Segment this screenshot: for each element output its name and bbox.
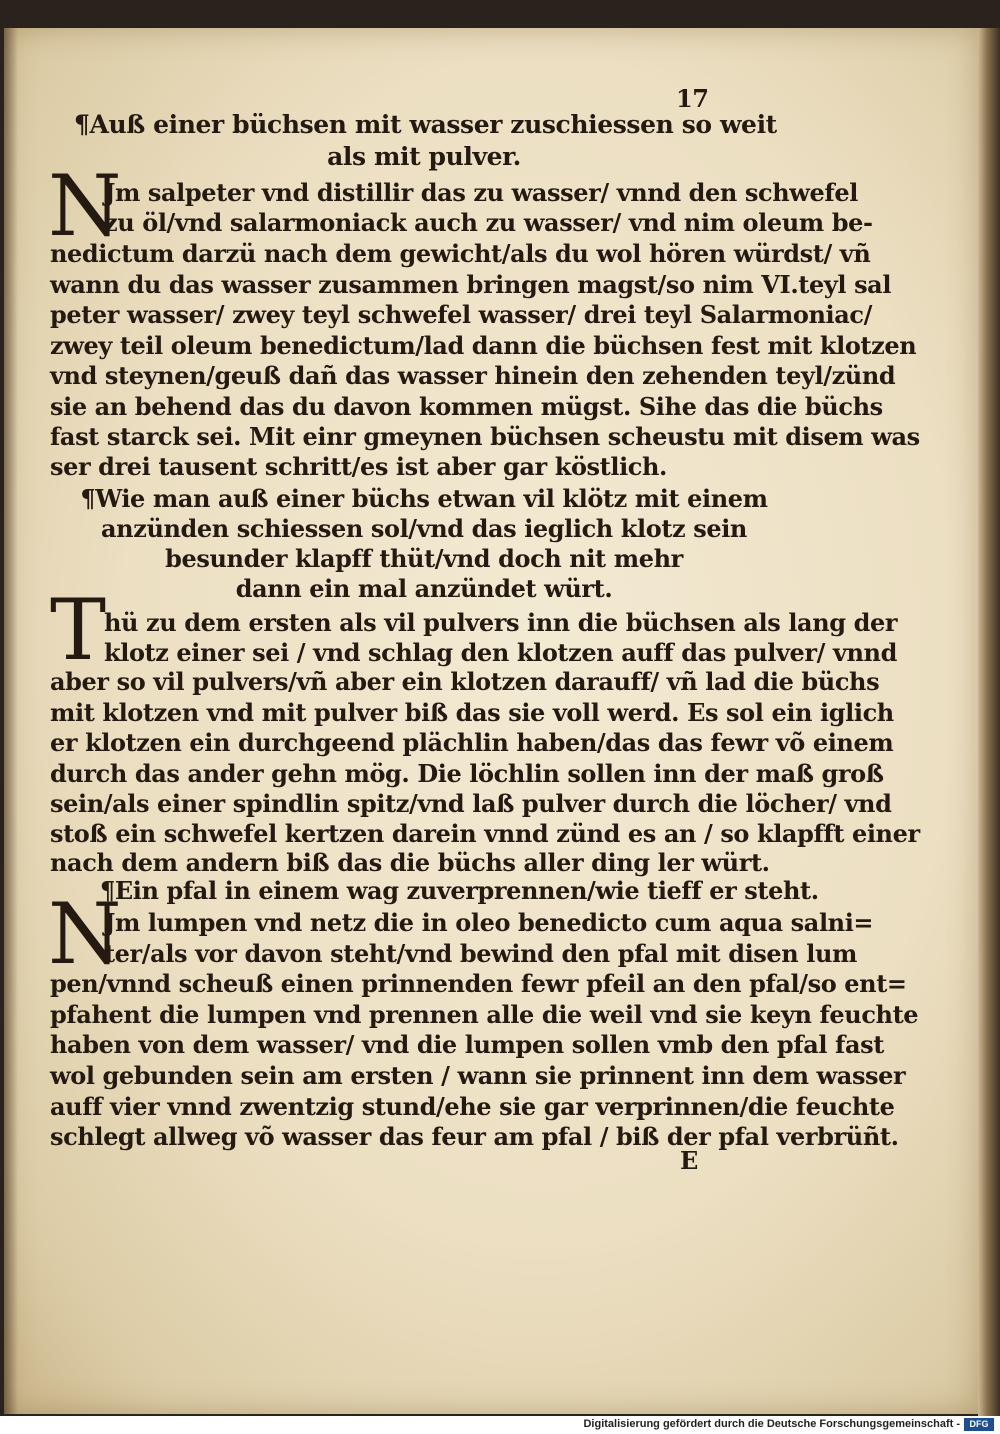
page-number: 17 [676,84,709,113]
text-line: stoß ein schwefel kertzen darein vnnd zünd es an / so klapfft einer [50,819,920,848]
catchword: E [680,1146,698,1175]
text-line: wol gebunden sein am ersten / wann sie prinnent inn dem wasser [50,1061,906,1090]
text-line: zwey teil oleum benedictum/lad dann die büchsen fest mit klotzen [50,331,917,360]
page-spine-shadow [4,28,18,1414]
section-heading-2-line-4: dann ein mal anzündet würt. [235,574,613,603]
drop-cap-initial: N [48,885,122,983]
text-line: Jm salpeter vnd distillir das zu wasser/ vnnd den schwefel [104,178,858,207]
drop-cap-initial: N [48,157,122,255]
drop-cap-initial: T [50,581,107,679]
section-heading-2-line-3: besunder klapff thüt/vnd doch nit mehr [165,544,683,573]
text-line: durch das ander gehn mög. Die löchlin sollen inn der maß groß [50,759,884,788]
text-line: hü zu dem ersten als vil pulvers inn die büchsen als lang der [104,608,898,637]
section-heading-2-line-1: ¶Wie man auß einer büchs etwan vil klötz mit einem [80,484,768,513]
text-line: schlegt allweg võ wasser das feur am pfal / biß der pfal verbrüñt. [50,1122,899,1151]
text-line: er klotzen ein durchgeend plächlin haben/das das fewr võ einem [50,728,894,757]
section-heading-1-line-1: ¶Auß einer büchsen mit wasser zuschiessen so weit [74,110,777,139]
dfg-logo: DFG [964,1418,994,1431]
text-line: peter wasser/ zwey teyl schwefel wasser/ drei teyl Salarmoniac/ [50,300,872,329]
text-line: haben von dem wasser/ vnd die lumpen sollen vmb den pfal fast [50,1030,884,1059]
text-line: zu öl/vnd salarmoniack auch zu wasser/ vnd nim oleum be- [104,208,873,237]
page-edge [978,28,1000,1416]
funding-notice: Digitalisierung gefördert durch die Deutsche Forschungsgemeinschaft - [583,1418,960,1430]
text-line: sein/als einer spindlin spitz/vnd laß pulver durch die löcher/ vnd [50,789,892,818]
text-line: ser drei tausent schritt/es ist aber gar köstlich. [50,452,668,481]
text-line: nach dem andern biß das die büchs aller ding ler würt. [50,848,770,877]
section-heading-1-line-2: als mit pulver. [327,142,521,171]
text-line: nedictum darzü nach dem gewicht/als du wol hören würdst/ vñ [50,239,871,268]
section-heading-3: ¶Ein pfal in einem wag zuverprennen/wie tieff er steht. [100,876,819,905]
text-line: wann du das wasser zusammen bringen magst/so nim VI.teyl sal [50,270,892,299]
text-line: Jm lumpen vnd netz die in oleo benedicto cum aqua salni= [104,908,874,937]
text-line: ter/als vor davon steht/vnd bewind den pfal mit disen lum [104,939,858,968]
footer [0,1416,1000,1434]
section-heading-2-line-2: anzünden schiessen sol/vnd das ieglich klotz sein [101,514,747,543]
text-line: aber so vil pulvers/vñ aber ein klotzen darauff/ vñ lad die büchs [50,667,880,696]
text-line: pen/vnnd scheuß einen prinnenden fewr pfeil an den pfal/so ent= [50,969,907,998]
text-line: pfahent die lumpen vnd prennen alle die weil vnd sie keyn feuchte [50,1000,919,1029]
text-line: mit klotzen vnd mit pulver biß das sie voll werd. Es sol ein iglich [50,698,894,727]
text-line: auff vier vnnd zwentzig stund/ehe sie gar verprinnen/die feuchte [50,1092,895,1121]
text-line: fast starck sei. Mit einr gmeynen büchsen scheustu mit disem was [50,422,920,451]
text-line: vnd steynen/geuß dañ das wasser hinein den zehenden teyl/zünd [50,361,896,390]
text-line: klotz einer sei / vnd schlag den klotzen auff das pulver/ vnnd [104,638,897,667]
text-line: sie an behend das du davon kommen mügst. Sihe das die büchs [50,392,883,421]
